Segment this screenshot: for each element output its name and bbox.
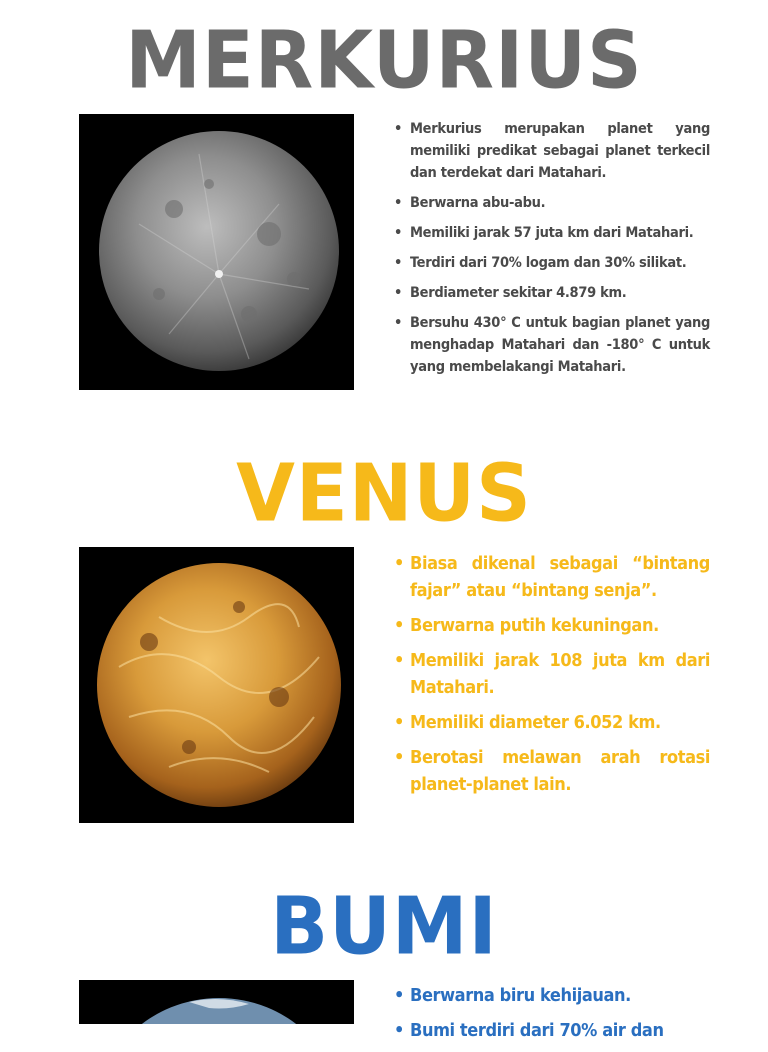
list-item: • Memiliki jarak 57 juta km dari Matahari. xyxy=(392,222,710,244)
section-title-merkurius: MERKURIUS xyxy=(125,12,643,107)
section-title-bumi: BUMI xyxy=(270,878,498,973)
earth-planet-icon xyxy=(79,980,354,1024)
list-item: • Memiliki jarak 108 juta km dari Matahari. xyxy=(392,647,710,701)
list-item: • Berdiameter sekitar 4.879 km. xyxy=(392,282,710,304)
section-title-venus: VENUS xyxy=(236,445,532,540)
venus-planet-icon xyxy=(79,547,354,823)
list-item: • Berwarna abu-abu. xyxy=(392,192,710,214)
list-item: • Terdiri dari 70% logam dan 30% silikat. xyxy=(392,252,710,274)
mercury-image xyxy=(79,114,354,390)
mercury-facts-list xyxy=(392,118,710,386)
venus-facts-list xyxy=(392,550,710,806)
list-item: • Biasa dikenal sebagai “bintang fajar” atau “bintang senja”. xyxy=(392,550,710,604)
earth-facts-list xyxy=(392,982,710,1052)
list-item: • Memiliki diameter 6.052 km. xyxy=(392,709,710,736)
list-item: • Bersuhu 430° C untuk bagian planet yang menghadap Matahari dan -180° C untuk yang membelakangi Matahari. xyxy=(392,312,710,378)
earth-image xyxy=(79,980,354,1024)
list-item: • Berwarna biru kehijauan. xyxy=(392,982,710,1009)
mercury-planet-icon xyxy=(79,114,354,390)
venus-image xyxy=(79,547,354,823)
list-item: • Merkurius merupakan planet yang memiliki predikat sebagai planet terkecil dan terdekat dari Matahari. xyxy=(392,118,710,184)
list-item: • Berotasi melawan arah rotasi planet-planet lain. xyxy=(392,744,710,798)
list-item: • Berwarna putih kekuningan. xyxy=(392,612,710,639)
list-item: • Bumi terdiri dari 70% air dan xyxy=(392,1017,710,1044)
